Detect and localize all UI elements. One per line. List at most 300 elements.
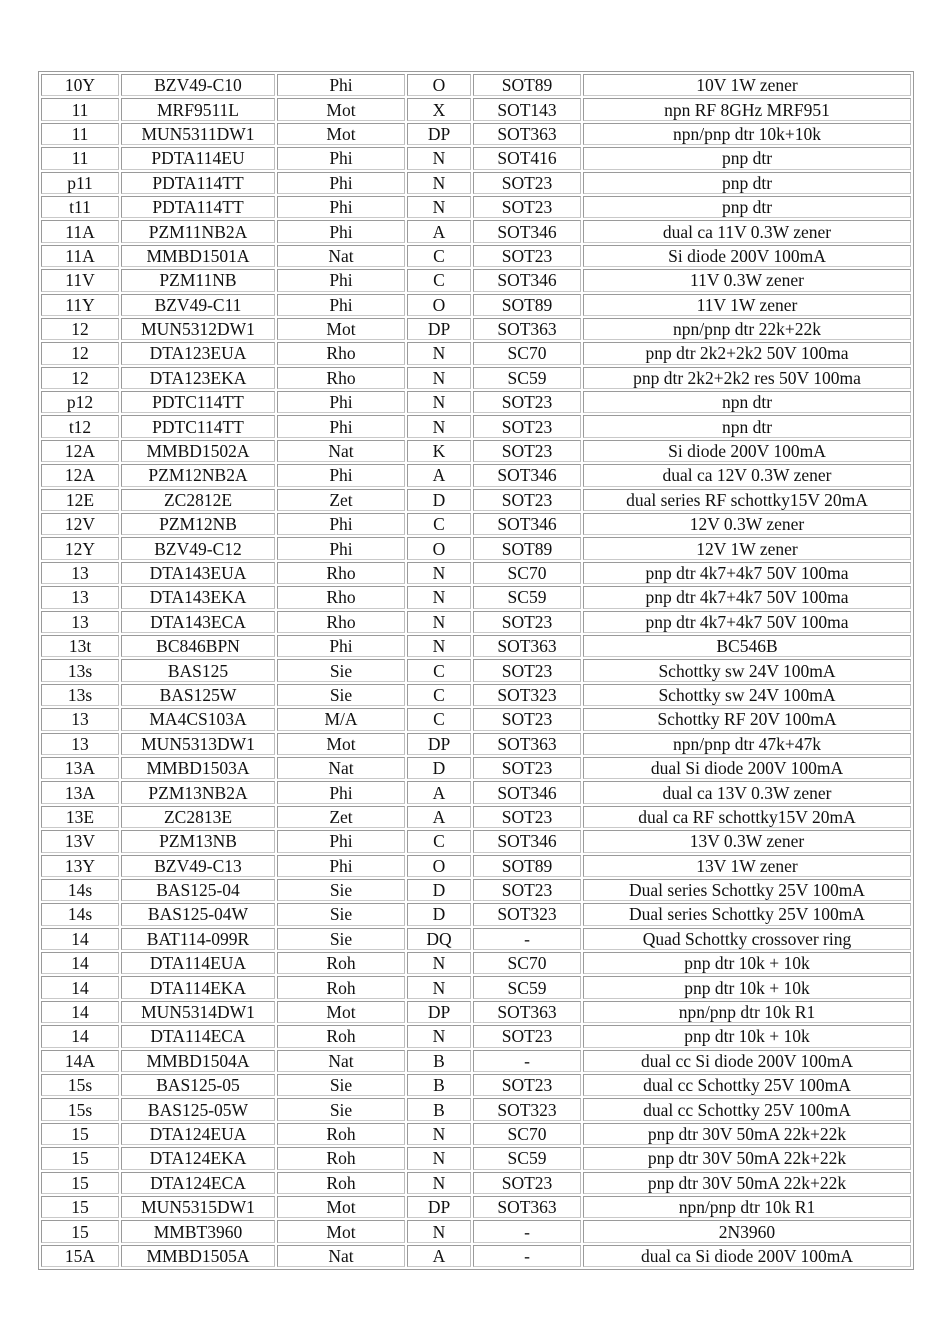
package-cell: SOT23 bbox=[473, 391, 581, 413]
table-row bbox=[41, 562, 911, 584]
description-cell: Dual series Schottky 25V 100mA bbox=[583, 903, 911, 925]
table-row bbox=[41, 684, 911, 706]
pinout-cell: A bbox=[407, 806, 471, 828]
manufacturer-cell: Sie bbox=[277, 1098, 405, 1120]
part-number-cell: DTA114ECA bbox=[121, 1025, 275, 1047]
table-row bbox=[41, 172, 911, 194]
part-number-cell: DTA143EUA bbox=[121, 562, 275, 584]
description-cell: pnp dtr 30V 50mA 22k+22k bbox=[583, 1123, 911, 1145]
pinout-cell: C bbox=[407, 513, 471, 535]
description-cell: pnp dtr 2k2+2k2 res 50V 100ma bbox=[583, 367, 911, 389]
table-row bbox=[41, 245, 911, 267]
package-cell: SC59 bbox=[473, 976, 581, 998]
part-number-cell: BAS125-04W bbox=[121, 903, 275, 925]
part-number-cell: BZV49-C11 bbox=[121, 294, 275, 316]
pinout-cell: N bbox=[407, 586, 471, 608]
pinout-cell: DP bbox=[407, 318, 471, 340]
package-cell: - bbox=[473, 1220, 581, 1242]
manufacturer-cell: Sie bbox=[277, 684, 405, 706]
manufacturer-cell: Sie bbox=[277, 879, 405, 901]
pinout-cell: B bbox=[407, 1074, 471, 1096]
package-cell: SOT89 bbox=[473, 74, 581, 96]
package-cell: SOT23 bbox=[473, 172, 581, 194]
description-cell: npn/pnp dtr 22k+22k bbox=[583, 318, 911, 340]
package-cell: SOT23 bbox=[473, 611, 581, 633]
table-row bbox=[41, 733, 911, 755]
manufacturer-cell: Mot bbox=[277, 1220, 405, 1242]
part-number-cell: MUN5315DW1 bbox=[121, 1196, 275, 1218]
manufacturer-cell: Zet bbox=[277, 489, 405, 511]
description-cell: 11V 0.3W zener bbox=[583, 269, 911, 291]
smd-code-cell: 15 bbox=[41, 1220, 119, 1242]
description-cell: pnp dtr 30V 50mA 22k+22k bbox=[583, 1172, 911, 1194]
smd-code-cell: 13E bbox=[41, 806, 119, 828]
part-number-cell: DTA143ECA bbox=[121, 611, 275, 633]
pinout-cell: DP bbox=[407, 123, 471, 145]
part-number-cell: MMBD1504A bbox=[121, 1050, 275, 1072]
manufacturer-cell: Phi bbox=[277, 294, 405, 316]
smd-code-cell: 10Y bbox=[41, 74, 119, 96]
manufacturer-cell: Phi bbox=[277, 220, 405, 242]
table-row bbox=[41, 415, 911, 437]
description-cell: pnp dtr 2k2+2k2 50V 100ma bbox=[583, 342, 911, 364]
package-cell: SOT416 bbox=[473, 147, 581, 169]
smd-code-cell: 14s bbox=[41, 903, 119, 925]
table-row bbox=[41, 928, 911, 950]
pinout-cell: N bbox=[407, 415, 471, 437]
package-cell: SOT363 bbox=[473, 733, 581, 755]
smd-code-cell: 14 bbox=[41, 928, 119, 950]
manufacturer-cell: Nat bbox=[277, 440, 405, 462]
package-cell: SOT363 bbox=[473, 123, 581, 145]
package-cell: SOT89 bbox=[473, 294, 581, 316]
description-cell: npn/pnp dtr 47k+47k bbox=[583, 733, 911, 755]
description-cell: pnp dtr bbox=[583, 147, 911, 169]
description-cell: pnp dtr bbox=[583, 196, 911, 218]
description-cell: dual ca 13V 0.3W zener bbox=[583, 781, 911, 803]
smd-code-cell: 14s bbox=[41, 879, 119, 901]
pinout-cell: N bbox=[407, 952, 471, 974]
description-cell: pnp dtr 10k + 10k bbox=[583, 952, 911, 974]
part-number-cell: PZM13NB2A bbox=[121, 781, 275, 803]
pinout-cell: N bbox=[407, 391, 471, 413]
package-cell: SOT23 bbox=[473, 415, 581, 437]
manufacturer-cell: Mot bbox=[277, 123, 405, 145]
package-cell: SOT23 bbox=[473, 757, 581, 779]
package-cell: SOT143 bbox=[473, 98, 581, 120]
part-number-cell: BAS125 bbox=[121, 659, 275, 681]
description-cell: npn dtr bbox=[583, 415, 911, 437]
package-cell: SC59 bbox=[473, 586, 581, 608]
package-cell: SOT323 bbox=[473, 684, 581, 706]
smd-code-cell: 13A bbox=[41, 781, 119, 803]
manufacturer-cell: Rho bbox=[277, 367, 405, 389]
description-cell: 12V 1W zener bbox=[583, 537, 911, 559]
package-cell: SOT89 bbox=[473, 537, 581, 559]
description-cell: 2N3960 bbox=[583, 1220, 911, 1242]
table-row bbox=[41, 1074, 911, 1096]
pinout-cell: C bbox=[407, 245, 471, 267]
description-cell: Quad Schottky crossover ring bbox=[583, 928, 911, 950]
description-cell: dual cc Schottky 25V 100mA bbox=[583, 1074, 911, 1096]
table-row bbox=[41, 391, 911, 413]
manufacturer-cell: Roh bbox=[277, 952, 405, 974]
package-cell: SOT363 bbox=[473, 1001, 581, 1023]
smd-code-cell: 11A bbox=[41, 220, 119, 242]
description-cell: Dual series Schottky 25V 100mA bbox=[583, 879, 911, 901]
part-number-cell: PDTA114TT bbox=[121, 172, 275, 194]
description-cell: pnp dtr 10k + 10k bbox=[583, 1025, 911, 1047]
smd-code-cell: 12V bbox=[41, 513, 119, 535]
table-row bbox=[41, 1147, 911, 1169]
package-cell: SC70 bbox=[473, 1123, 581, 1145]
table-row bbox=[41, 806, 911, 828]
smd-code-cell: 14 bbox=[41, 952, 119, 974]
smd-code-cell: 13 bbox=[41, 611, 119, 633]
manufacturer-cell: Nat bbox=[277, 1050, 405, 1072]
table-row bbox=[41, 294, 911, 316]
smd-code-cell: 15s bbox=[41, 1098, 119, 1120]
part-number-cell: BZV49-C12 bbox=[121, 537, 275, 559]
part-number-cell: MUN5311DW1 bbox=[121, 123, 275, 145]
part-number-cell: PDTA114TT bbox=[121, 196, 275, 218]
smd-code-cell: 15 bbox=[41, 1196, 119, 1218]
table-row bbox=[41, 757, 911, 779]
table-row bbox=[41, 1025, 911, 1047]
manufacturer-cell: Roh bbox=[277, 1025, 405, 1047]
smd-code-cell: 13A bbox=[41, 757, 119, 779]
part-number-cell: DTA123EKA bbox=[121, 367, 275, 389]
package-cell: SOT346 bbox=[473, 464, 581, 486]
package-cell: SC70 bbox=[473, 952, 581, 974]
part-number-cell: DTA124EUA bbox=[121, 1123, 275, 1145]
part-number-cell: PDTC114TT bbox=[121, 415, 275, 437]
manufacturer-cell: Sie bbox=[277, 903, 405, 925]
pinout-cell: A bbox=[407, 464, 471, 486]
description-cell: 11V 1W zener bbox=[583, 294, 911, 316]
manufacturer-cell: Sie bbox=[277, 659, 405, 681]
package-cell: SC59 bbox=[473, 367, 581, 389]
pinout-cell: D bbox=[407, 879, 471, 901]
smd-code-cell: t11 bbox=[41, 196, 119, 218]
package-cell: SOT23 bbox=[473, 879, 581, 901]
manufacturer-cell: Phi bbox=[277, 464, 405, 486]
table-row bbox=[41, 1001, 911, 1023]
pinout-cell: C bbox=[407, 684, 471, 706]
smd-code-cell: 13 bbox=[41, 586, 119, 608]
package-cell: SOT346 bbox=[473, 781, 581, 803]
pinout-cell: C bbox=[407, 659, 471, 681]
table-row bbox=[41, 464, 911, 486]
table-row bbox=[41, 1196, 911, 1218]
part-number-cell: MMBD1502A bbox=[121, 440, 275, 462]
pinout-cell: A bbox=[407, 1245, 471, 1267]
description-cell: dual ca RF schottky15V 20mA bbox=[583, 806, 911, 828]
table-row bbox=[41, 708, 911, 730]
package-cell: - bbox=[473, 928, 581, 950]
smd-code-cell: 12Y bbox=[41, 537, 119, 559]
table-row bbox=[41, 74, 911, 96]
pinout-cell: O bbox=[407, 294, 471, 316]
pinout-cell: O bbox=[407, 537, 471, 559]
package-cell: SOT23 bbox=[473, 196, 581, 218]
smd-code-cell: 13 bbox=[41, 733, 119, 755]
description-cell: npn/pnp dtr 10k R1 bbox=[583, 1001, 911, 1023]
smd-code-cell: 12E bbox=[41, 489, 119, 511]
pinout-cell: N bbox=[407, 1172, 471, 1194]
table-row bbox=[41, 879, 911, 901]
part-number-cell: BZV49-C13 bbox=[121, 855, 275, 877]
manufacturer-cell: Phi bbox=[277, 781, 405, 803]
part-number-cell: MRF9511L bbox=[121, 98, 275, 120]
smd-code-cell: 15 bbox=[41, 1147, 119, 1169]
table-row bbox=[41, 903, 911, 925]
description-cell: dual ca 11V 0.3W zener bbox=[583, 220, 911, 242]
pinout-cell: N bbox=[407, 342, 471, 364]
manufacturer-cell: Roh bbox=[277, 976, 405, 998]
pinout-cell: B bbox=[407, 1098, 471, 1120]
part-number-cell: ZC2813E bbox=[121, 806, 275, 828]
table-row bbox=[41, 269, 911, 291]
description-cell: 12V 0.3W zener bbox=[583, 513, 911, 535]
table-body bbox=[41, 74, 911, 1267]
table-row bbox=[41, 1050, 911, 1072]
package-cell: SOT363 bbox=[473, 1196, 581, 1218]
smd-code-table bbox=[38, 71, 914, 1270]
part-number-cell: MUN5314DW1 bbox=[121, 1001, 275, 1023]
description-cell: Schottky sw 24V 100mA bbox=[583, 659, 911, 681]
manufacturer-cell: Mot bbox=[277, 318, 405, 340]
part-number-cell: BAS125-05 bbox=[121, 1074, 275, 1096]
pinout-cell: N bbox=[407, 611, 471, 633]
package-cell: SOT23 bbox=[473, 708, 581, 730]
table-row bbox=[41, 1220, 911, 1242]
smd-code-cell: 13s bbox=[41, 684, 119, 706]
part-number-cell: MUN5313DW1 bbox=[121, 733, 275, 755]
part-number-cell: BAS125-05W bbox=[121, 1098, 275, 1120]
part-number-cell: DTA124ECA bbox=[121, 1172, 275, 1194]
table-row bbox=[41, 952, 911, 974]
pinout-cell: N bbox=[407, 562, 471, 584]
smd-code-cell: 13V bbox=[41, 830, 119, 852]
pinout-cell: N bbox=[407, 976, 471, 998]
smd-code-cell: 15 bbox=[41, 1123, 119, 1145]
table-row bbox=[41, 830, 911, 852]
manufacturer-cell: M/A bbox=[277, 708, 405, 730]
pinout-cell: X bbox=[407, 98, 471, 120]
manufacturer-cell: Rho bbox=[277, 562, 405, 584]
part-number-cell: DTA114EUA bbox=[121, 952, 275, 974]
smd-code-cell: p12 bbox=[41, 391, 119, 413]
description-cell: Si diode 200V 100mA bbox=[583, 440, 911, 462]
part-number-cell: DTA114EKA bbox=[121, 976, 275, 998]
manufacturer-cell: Zet bbox=[277, 806, 405, 828]
table-row bbox=[41, 586, 911, 608]
part-number-cell: BC846BPN bbox=[121, 635, 275, 657]
manufacturer-cell: Sie bbox=[277, 1074, 405, 1096]
pinout-cell: DQ bbox=[407, 928, 471, 950]
description-cell: 13V 1W zener bbox=[583, 855, 911, 877]
pinout-cell: N bbox=[407, 1147, 471, 1169]
part-number-cell: MA4CS103A bbox=[121, 708, 275, 730]
pinout-cell: N bbox=[407, 1220, 471, 1242]
table-row bbox=[41, 196, 911, 218]
smd-code-cell: 11 bbox=[41, 147, 119, 169]
smd-code-cell: t12 bbox=[41, 415, 119, 437]
manufacturer-cell: Rho bbox=[277, 611, 405, 633]
description-cell: Si diode 200V 100mA bbox=[583, 245, 911, 267]
part-number-cell: BZV49-C10 bbox=[121, 74, 275, 96]
table-row bbox=[41, 537, 911, 559]
smd-code-cell: 14 bbox=[41, 976, 119, 998]
description-cell: dual series RF schottky15V 20mA bbox=[583, 489, 911, 511]
package-cell: SOT346 bbox=[473, 830, 581, 852]
manufacturer-cell: Nat bbox=[277, 1245, 405, 1267]
package-cell: SOT323 bbox=[473, 1098, 581, 1120]
description-cell: dual cc Schottky 25V 100mA bbox=[583, 1098, 911, 1120]
part-number-cell: PZM12NB bbox=[121, 513, 275, 535]
description-cell: Schottky RF 20V 100mA bbox=[583, 708, 911, 730]
table-row bbox=[41, 147, 911, 169]
smd-code-cell: 15 bbox=[41, 1172, 119, 1194]
manufacturer-cell: Roh bbox=[277, 1147, 405, 1169]
pinout-cell: D bbox=[407, 757, 471, 779]
smd-code-cell: 12A bbox=[41, 440, 119, 462]
manufacturer-cell: Roh bbox=[277, 1172, 405, 1194]
smd-code-cell: 13 bbox=[41, 562, 119, 584]
description-cell: 13V 0.3W zener bbox=[583, 830, 911, 852]
table-row bbox=[41, 367, 911, 389]
package-cell: - bbox=[473, 1050, 581, 1072]
pinout-cell: N bbox=[407, 635, 471, 657]
smd-code-cell: p11 bbox=[41, 172, 119, 194]
manufacturer-cell: Phi bbox=[277, 635, 405, 657]
table-row bbox=[41, 342, 911, 364]
description-cell: npn RF 8GHz MRF951 bbox=[583, 98, 911, 120]
manufacturer-cell: Phi bbox=[277, 172, 405, 194]
package-cell: SOT23 bbox=[473, 1074, 581, 1096]
package-cell: SC70 bbox=[473, 562, 581, 584]
package-cell: SOT363 bbox=[473, 318, 581, 340]
smd-code-cell: 11Y bbox=[41, 294, 119, 316]
smd-code-cell: 14 bbox=[41, 1001, 119, 1023]
description-cell: npn dtr bbox=[583, 391, 911, 413]
pinout-cell: C bbox=[407, 830, 471, 852]
part-number-cell: MMBT3960 bbox=[121, 1220, 275, 1242]
part-number-cell: ZC2812E bbox=[121, 489, 275, 511]
description-cell: dual ca 12V 0.3W zener bbox=[583, 464, 911, 486]
description-cell: BC546B bbox=[583, 635, 911, 657]
pinout-cell: N bbox=[407, 147, 471, 169]
manufacturer-cell: Phi bbox=[277, 74, 405, 96]
table-row bbox=[41, 659, 911, 681]
document-page bbox=[38, 71, 914, 1270]
package-cell: SOT346 bbox=[473, 220, 581, 242]
description-cell: 10V 1W zener bbox=[583, 74, 911, 96]
smd-code-cell: 15A bbox=[41, 1245, 119, 1267]
manufacturer-cell: Phi bbox=[277, 855, 405, 877]
part-number-cell: PZM12NB2A bbox=[121, 464, 275, 486]
part-number-cell: PZM11NB bbox=[121, 269, 275, 291]
manufacturer-cell: Rho bbox=[277, 342, 405, 364]
description-cell: npn/pnp dtr 10k+10k bbox=[583, 123, 911, 145]
pinout-cell: N bbox=[407, 367, 471, 389]
manufacturer-cell: Nat bbox=[277, 757, 405, 779]
smd-code-cell: 13 bbox=[41, 708, 119, 730]
smd-code-cell: 13t bbox=[41, 635, 119, 657]
part-number-cell: MMBD1505A bbox=[121, 1245, 275, 1267]
pinout-cell: B bbox=[407, 1050, 471, 1072]
part-number-cell: DTA123EUA bbox=[121, 342, 275, 364]
table-row bbox=[41, 1245, 911, 1267]
part-number-cell: PDTA114EU bbox=[121, 147, 275, 169]
manufacturer-cell: Phi bbox=[277, 147, 405, 169]
table-row bbox=[41, 440, 911, 462]
package-cell: SOT363 bbox=[473, 635, 581, 657]
smd-code-cell: 11 bbox=[41, 123, 119, 145]
description-cell: dual cc Si diode 200V 100mA bbox=[583, 1050, 911, 1072]
part-number-cell: PDTC114TT bbox=[121, 391, 275, 413]
manufacturer-cell: Phi bbox=[277, 415, 405, 437]
description-cell: pnp dtr bbox=[583, 172, 911, 194]
table-row bbox=[41, 98, 911, 120]
pinout-cell: N bbox=[407, 196, 471, 218]
description-cell: pnp dtr 4k7+4k7 50V 100ma bbox=[583, 586, 911, 608]
package-cell: SOT23 bbox=[473, 1025, 581, 1047]
description-cell: pnp dtr 10k + 10k bbox=[583, 976, 911, 998]
table-row bbox=[41, 220, 911, 242]
package-cell: SOT346 bbox=[473, 513, 581, 535]
pinout-cell: DP bbox=[407, 1196, 471, 1218]
description-cell: Schottky sw 24V 100mA bbox=[583, 684, 911, 706]
pinout-cell: K bbox=[407, 440, 471, 462]
pinout-cell: A bbox=[407, 781, 471, 803]
pinout-cell: C bbox=[407, 708, 471, 730]
smd-code-cell: 12 bbox=[41, 318, 119, 340]
description-cell: dual Si diode 200V 100mA bbox=[583, 757, 911, 779]
smd-code-cell: 12 bbox=[41, 342, 119, 364]
smd-code-cell: 11V bbox=[41, 269, 119, 291]
table-row bbox=[41, 781, 911, 803]
smd-code-cell: 14 bbox=[41, 1025, 119, 1047]
table-row bbox=[41, 635, 911, 657]
manufacturer-cell: Phi bbox=[277, 269, 405, 291]
package-cell: SC59 bbox=[473, 1147, 581, 1169]
package-cell: SOT23 bbox=[473, 440, 581, 462]
table-row bbox=[41, 611, 911, 633]
package-cell: SOT323 bbox=[473, 903, 581, 925]
manufacturer-cell: Phi bbox=[277, 830, 405, 852]
manufacturer-cell: Mot bbox=[277, 733, 405, 755]
pinout-cell: O bbox=[407, 74, 471, 96]
part-number-cell: DTA143EKA bbox=[121, 586, 275, 608]
pinout-cell: O bbox=[407, 855, 471, 877]
manufacturer-cell: Rho bbox=[277, 586, 405, 608]
package-cell: SOT346 bbox=[473, 269, 581, 291]
manufacturer-cell: Mot bbox=[277, 1001, 405, 1023]
manufacturer-cell: Mot bbox=[277, 1196, 405, 1218]
manufacturer-cell: Nat bbox=[277, 245, 405, 267]
pinout-cell: N bbox=[407, 1123, 471, 1145]
manufacturer-cell: Roh bbox=[277, 1123, 405, 1145]
manufacturer-cell: Phi bbox=[277, 513, 405, 535]
smd-code-cell: 14A bbox=[41, 1050, 119, 1072]
description-cell: dual ca Si diode 200V 100mA bbox=[583, 1245, 911, 1267]
package-cell: SOT23 bbox=[473, 489, 581, 511]
part-number-cell: BAS125-04 bbox=[121, 879, 275, 901]
manufacturer-cell: Phi bbox=[277, 196, 405, 218]
part-number-cell: MMBD1503A bbox=[121, 757, 275, 779]
